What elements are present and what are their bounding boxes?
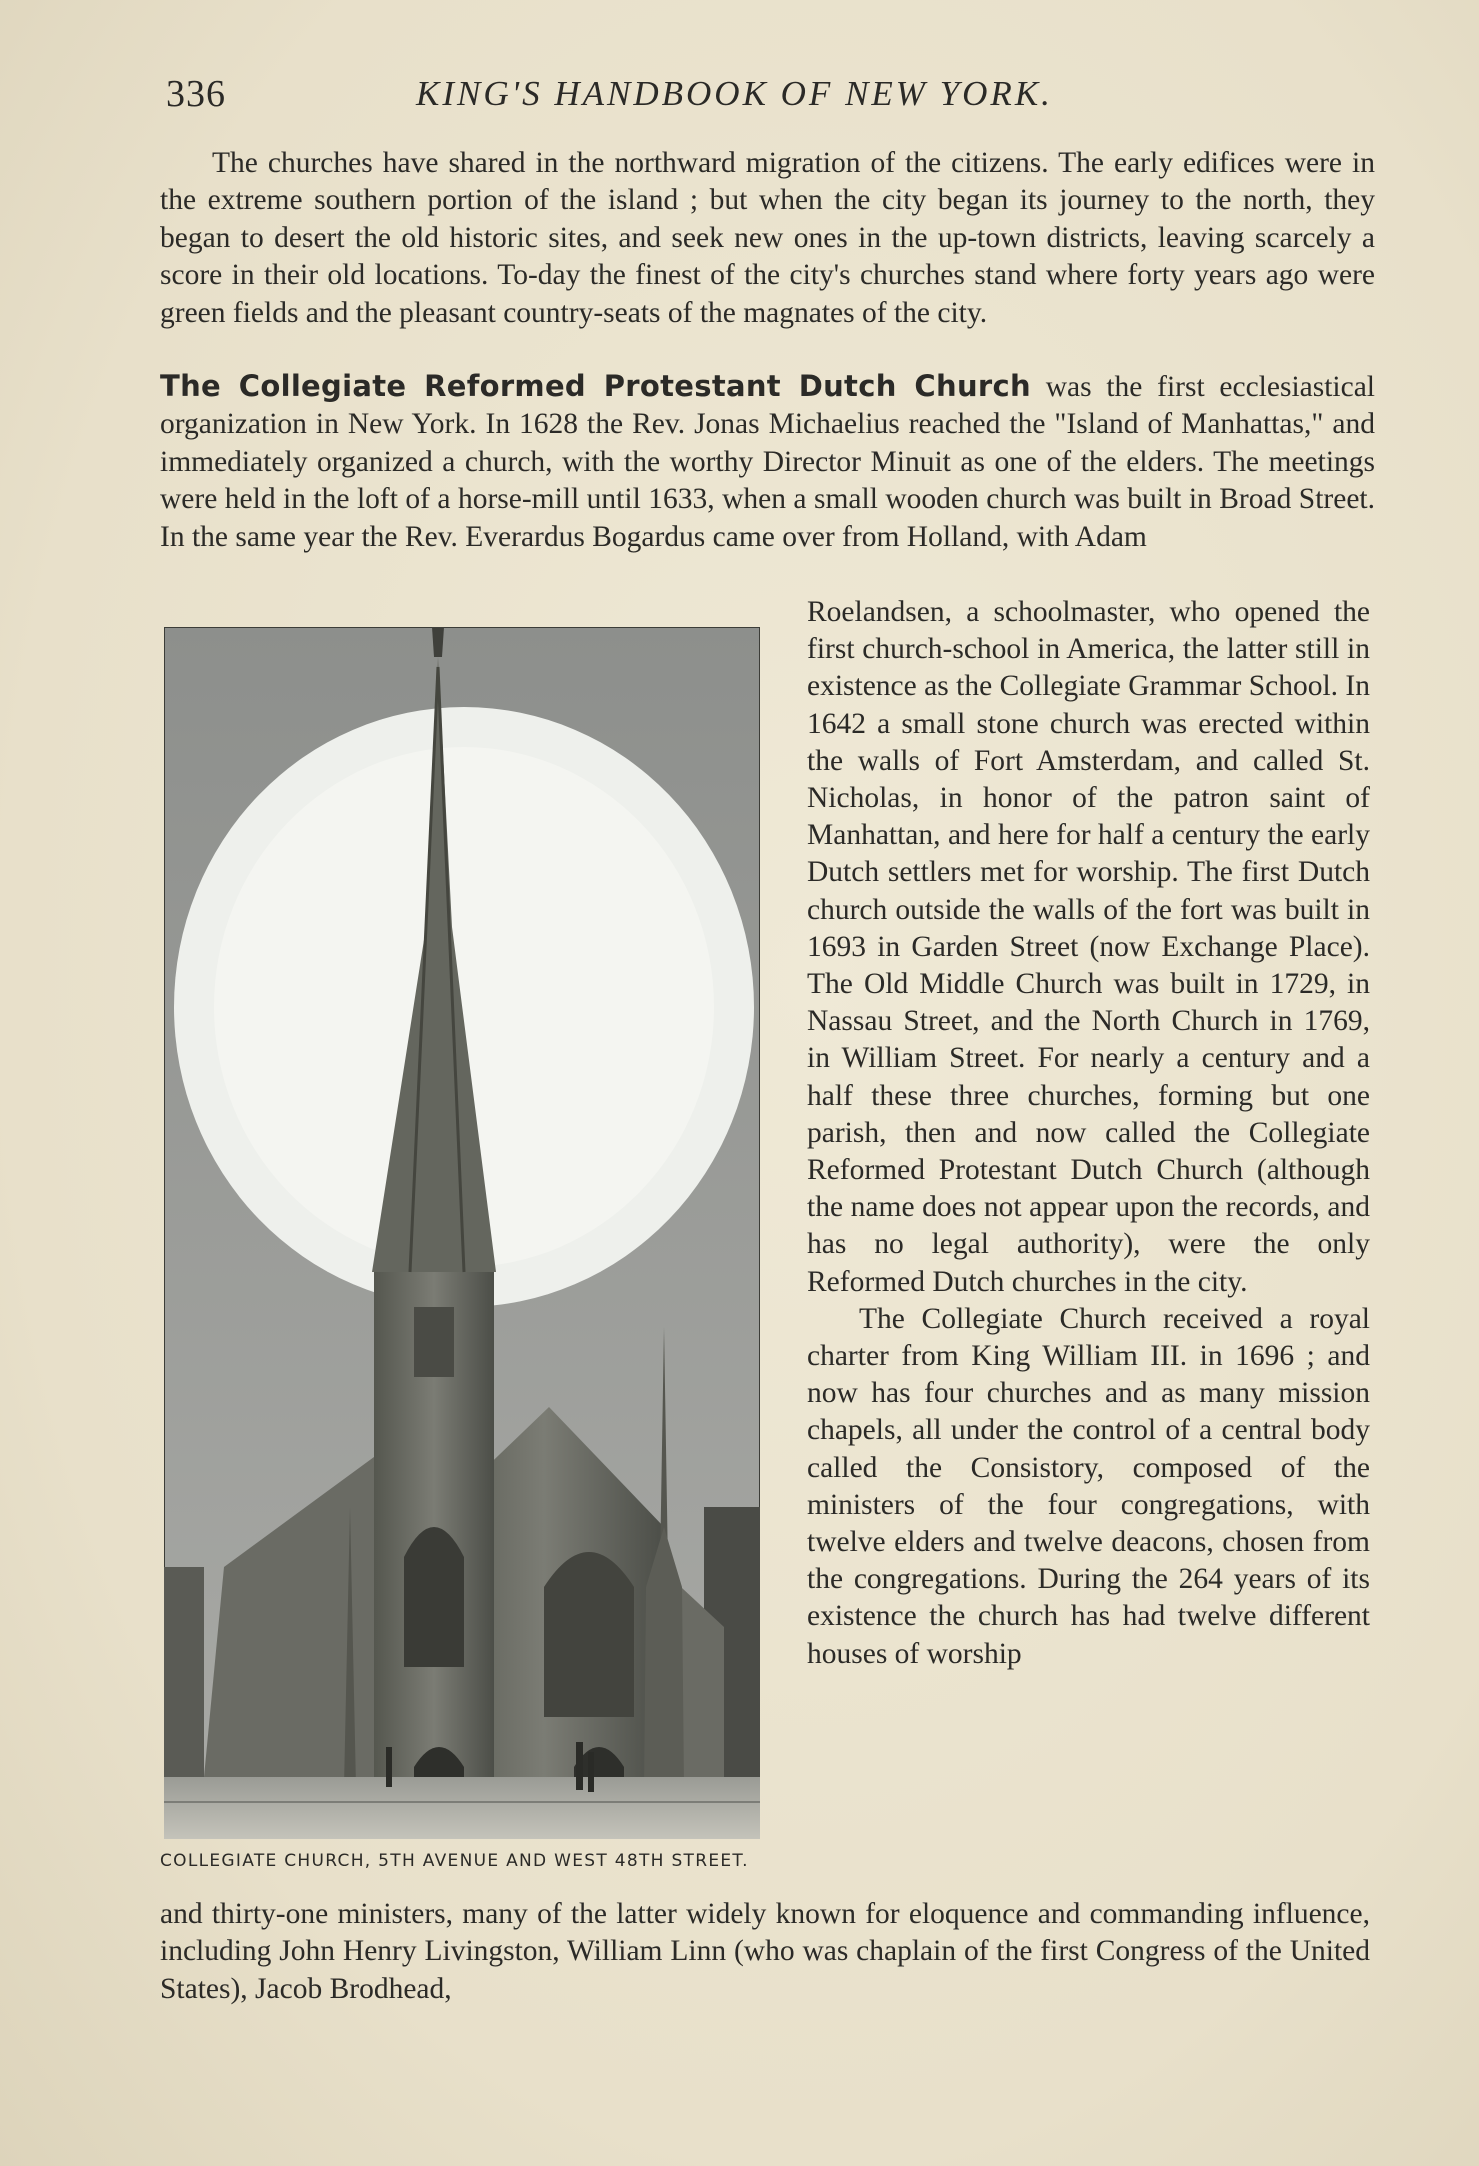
text-column-right xyxy=(807,594,1370,1673)
church-engraving-image xyxy=(164,627,760,1839)
page-header xyxy=(160,68,1370,118)
paragraph-collegiate-text: was the first ecclesiastical organization in New York. In 1628 the Rev. Jonas Michaelius reached the "Island of Manhattas," and immediately organized a church, with the worthy Director Minuit as one of the elders. The meetings were held in the loft of a horse-mill until 1633, when a small wooden church was built in Broad Street. In the same year the Rev. Everardus Bogardus came over from Holland, with Adam xyxy=(160,371,1375,553)
paragraph-continuation: Roelandsen, a schoolmaster, who opened the first church-school in America, the latter still in existence as the Collegiate Grammar School. In 1642 a small stone church was erected within the walls of Fort Amsterdam, and called St. Nicholas, in honor of the patron saint of Manhattan, and here for half a century the early Dutch settlers met for worship. The first Dutch church outside the walls of the fort was built in 1693 in Garden Street (now Exchange Place). The Old Middle Church was built in 1729, in Nassau Street, and the North Church in 1769, in William Street. For nearly a century and a half these three churches, forming but one parish, then and now called the Collegiate Reformed Protestant Dutch Church (although the name does not appear upon the records, and has no legal authority), were the only Reformed Dutch churches in the city. xyxy=(807,596,1370,1298)
paragraph-royal-charter: The Collegiate Church received a royal charter from King William III. in 1696 ; and now has four churches and as many mission chapels, all under the control of a central body called the Consistory, composed of the ministers of the four congregations, with twelve elders and twelve deacons, chosen from the congregations. During the 264 years of its existence the church has had twelve different houses of worship xyxy=(807,1302,1370,1670)
figure-caption: COLLEGIATE CHURCH, 5TH AVENUE AND WEST 48TH STREET. xyxy=(160,1851,749,1871)
section-heading: The Collegiate Reformed Protestant Dutch Church xyxy=(160,369,1031,403)
running-title: KING'S HANDBOOK OF NEW YORK. xyxy=(416,74,1053,113)
paragraph-collegiate-church xyxy=(160,368,1375,556)
church-illustration xyxy=(164,627,760,1839)
paragraph-ministers-continued: and thirty-one ministers, many of the latter widely known for eloquence and commanding influence, including John Henry Livingston, William Linn (who was chaplain of the first Congress of the United States), Jacob Brodhead, xyxy=(160,1898,1370,2005)
paragraph-churches-migration: The churches have shared in the northward migration of the citizens. The early edifices were in the extreme southern portion of the island ; but when the city began its journey to the north, they began to desert the old historic sites, and seek new ones in the up-town districts, leaving scarcely a score in their old locations. To-day the finest of the city's churches stand where forty years ago were green fields and the pleasant country-seats of the magnates of the city. xyxy=(160,147,1375,329)
page-number: 336 xyxy=(166,73,226,115)
